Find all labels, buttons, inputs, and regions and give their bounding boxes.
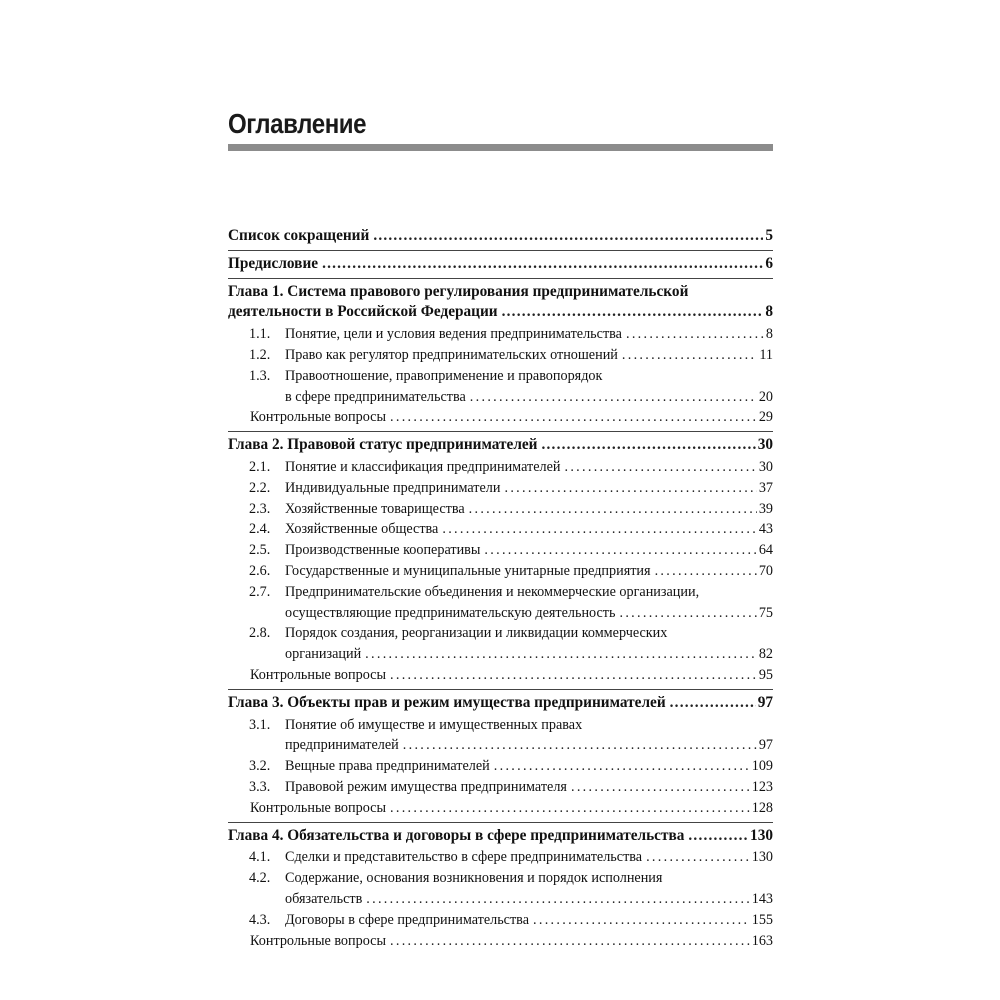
page-number: 130 [750,826,773,844]
page-number: 97 [757,693,773,711]
section-number: 2.7. [249,583,271,600]
toc-section-1-2[interactable] [228,345,773,366]
page-number: 155 [751,911,773,928]
page-number: 109 [751,758,773,775]
toc-chapter-1[interactable] [228,278,773,327]
dot-leader [688,826,748,847]
toc-section-3-2[interactable] [228,756,773,777]
section-number: 4.3. [249,911,271,928]
section-number: 2.4. [249,521,271,538]
toc-entry-abbreviations[interactable] [228,226,773,250]
toc-section-2-2[interactable] [228,478,773,499]
section-title: Хозяйственные общества [285,521,439,538]
toc-section-3-3[interactable] [228,777,773,798]
page-number: 11 [759,346,773,363]
section-number: 4.1. [249,849,271,866]
dot-leader [390,798,750,819]
page-number: 8 [765,326,773,343]
entry-title: Контрольные вопросы [250,799,386,816]
toc-section-4-1[interactable] [228,847,773,868]
entry-title: Контрольные вопросы [250,932,386,949]
section-title: Договоры в сфере предпринимательства [285,911,529,928]
dot-leader [655,561,757,582]
section-title-line-1: Содержание, основания возникновения и порядок исполнения [285,870,663,887]
section-number: 3.2. [249,758,271,775]
section-number: 2.8. [249,625,271,642]
toc-chapter-4[interactable] [228,822,773,850]
section-number: 2.1. [249,458,271,475]
page-number: 37 [758,479,773,496]
entry-title: Список сокращений [228,227,370,244]
dot-leader [619,603,756,624]
section-title: Вещные права предпринимателей [285,758,490,775]
chapter-title: Глава 3. Объекты прав и режим имущества предпринимателей [228,693,666,711]
page-number: 39 [758,500,773,517]
page-number: 64 [758,542,773,559]
page-number: 6 [765,254,773,272]
section-number: 4.2. [249,870,271,887]
page-number: 5 [765,227,773,244]
toc-section-2-3[interactable] [228,499,773,520]
section-title: Хозяйственные товарищества [285,500,465,517]
section-title: Право как регулятор предпринимательских отношений [285,346,618,363]
dot-leader [470,387,757,408]
section-title: Понятие и классификация предпринимателей [285,458,561,475]
toc-review-questions-2[interactable] [228,665,773,689]
toc-review-questions-4[interactable] [228,931,773,955]
page-number: 95 [758,666,773,683]
section-title-line-2: организаций [285,646,362,663]
dot-leader [390,665,757,686]
dot-leader [469,499,757,520]
section-title-line-1: Понятие об имуществе и имущественных правах [285,716,583,733]
dot-leader [373,226,763,247]
toc-review-questions-3[interactable] [228,798,773,822]
chapter-title-line-1: Глава 1. Система правового регулирования предпринимательской [228,282,689,300]
toc-section-2-4[interactable] [228,519,773,540]
title-rule [228,144,773,151]
page-number: 43 [758,521,773,538]
section-title-line-2: предпринимателей [285,737,399,754]
page-number: 143 [751,890,773,907]
page-number: 130 [751,849,773,866]
dot-leader [365,644,757,665]
section-number: 1.2. [249,346,271,363]
chapter-title: Глава 4. Обязательства и договоры в сфере предпринимательства [228,826,685,844]
toc-chapter-2[interactable] [228,431,773,459]
section-title: Государственные и муниципальные унитарные предприятия [285,562,651,579]
toc-section-2-6[interactable] [228,561,773,582]
toc-section-1-3[interactable] [228,366,773,408]
chapter-title-line-2: деятельности в Российской Федерации [228,303,498,321]
page-number: 97 [758,737,773,754]
section-number: 2.5. [249,542,271,559]
section-title: Сделки и представительство в сфере предпринимательства [285,849,643,866]
section-number: 2.3. [249,500,271,517]
section-title-line-2: осуществляющие предпринимательскую деятельность [285,604,616,621]
dot-leader [504,478,756,499]
toc-section-4-3[interactable] [228,910,773,931]
dot-leader [571,777,750,798]
toc-section-2-5[interactable] [228,540,773,561]
toc-entry-preface[interactable] [228,250,773,278]
page-number: 128 [751,799,773,816]
entry-title: Контрольные вопросы [250,666,386,683]
dot-leader [494,756,750,777]
table-of-contents [228,226,773,954]
page-number: 70 [758,562,773,579]
page-number: 20 [758,388,773,405]
page-number: 8 [765,303,773,321]
dot-leader [622,345,757,366]
dot-leader [626,324,764,345]
section-number: 1.1. [249,326,271,343]
dot-leader [442,519,756,540]
dot-leader [484,540,756,561]
dot-leader [366,889,749,910]
page-title: Оглавление [228,108,367,139]
dot-leader [646,847,750,868]
dot-leader [542,435,756,456]
section-number: 1.3. [249,367,271,384]
dot-leader [390,407,757,428]
page-number: 30 [758,458,773,475]
section-title-line-1: Правоотношение, правоприменение и правопорядок [285,367,603,384]
toc-section-2-8[interactable] [228,623,773,665]
entry-title: Предисловие [228,254,319,272]
section-title: Индивидуальные предприниматели [285,479,501,496]
toc-section-4-2[interactable] [228,868,773,910]
chapter-title: Глава 2. Правовой статус предпринимателей [228,436,538,454]
dot-leader [403,735,757,756]
toc-chapter-3[interactable] [228,689,773,717]
page-number: 82 [758,646,773,663]
page-number: 75 [758,604,773,621]
page-number: 163 [751,932,773,949]
dot-leader [502,302,764,323]
section-title-line-1: Порядок создания, реорганизации и ликвидации коммерческих [285,625,668,642]
dot-leader [533,910,750,931]
page-number: 123 [751,778,773,795]
entry-title: Контрольные вопросы [250,409,386,426]
dot-leader [670,693,756,714]
toc-section-2-7[interactable] [228,582,773,624]
toc-section-2-1[interactable] [228,457,773,478]
toc-review-questions-1[interactable] [228,407,773,431]
section-number: 3.1. [249,716,271,733]
section-title-line-2: обязательств [285,890,363,907]
section-title-line-1: Предпринимательские объединения и некоммерческие организации, [285,583,700,600]
toc-section-3-1[interactable] [228,715,773,757]
toc-section-1-1[interactable] [228,324,773,345]
section-number: 2.6. [249,562,271,579]
page-number: 30 [757,436,773,454]
dot-leader [390,931,750,952]
section-title: Правовой режим имущества предпринимателя [285,778,567,795]
dot-leader [322,254,763,275]
page-number: 29 [758,409,773,426]
section-title-line-2: в сфере предпринимательства [285,388,466,405]
section-title: Производственные кооперативы [285,542,481,559]
section-number: 3.3. [249,778,271,795]
section-number: 2.2. [249,479,271,496]
dot-leader [564,457,756,478]
section-title: Понятие, цели и условия ведения предпринимательства [285,326,622,343]
